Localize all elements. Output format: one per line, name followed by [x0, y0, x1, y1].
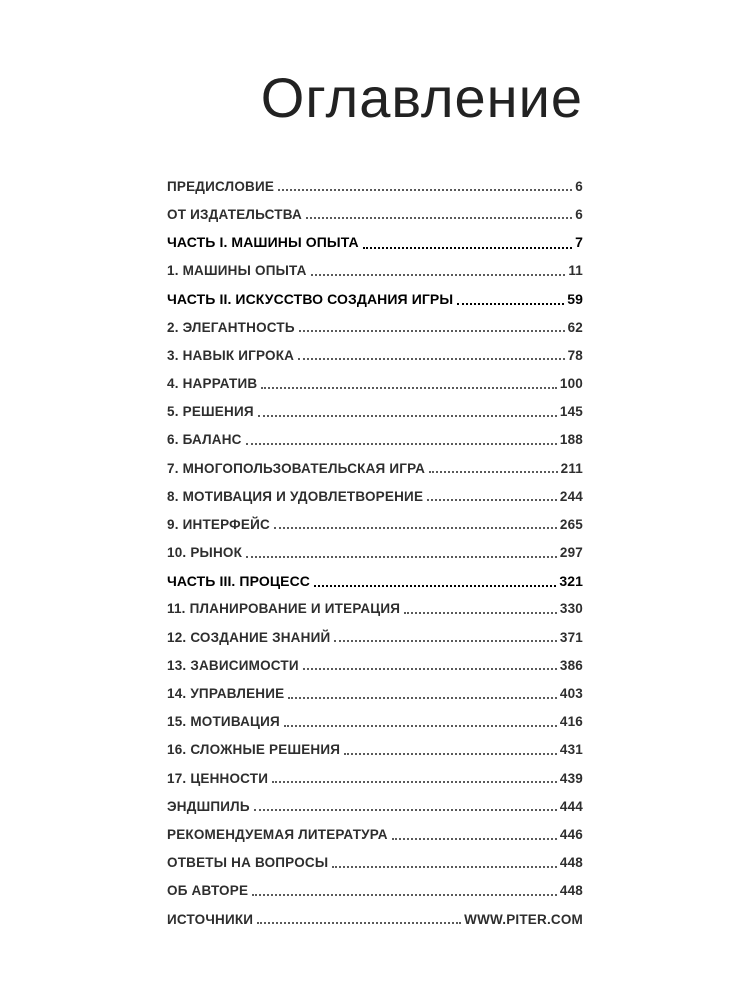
dotted-leader — [427, 499, 557, 501]
toc-entry-page: 448 — [559, 883, 583, 899]
toc-entry-page: 244 — [559, 488, 583, 504]
toc-entry-label: ОТВЕТЫ НА ВОПРОСЫ — [167, 855, 329, 871]
dotted-leader — [252, 894, 557, 896]
dotted-leader — [254, 809, 557, 811]
dotted-leader — [363, 247, 572, 249]
toc-entry — [167, 251, 583, 279]
dotted-leader — [311, 274, 566, 276]
toc-entry-page: 100 — [559, 375, 583, 391]
toc-entry-page: 62 — [567, 319, 583, 335]
toc-entry-label: 12. СОЗДАНИЕ ЗНАНИЙ — [167, 629, 331, 645]
toc-entry-page: 448 — [559, 855, 583, 871]
dotted-leader — [272, 781, 557, 783]
toc-entry — [167, 561, 583, 589]
toc-entry-label: 7. МНОГОПОЛЬЗОВАТЕЛЬСКАЯ ИГРА — [167, 460, 426, 476]
dotted-leader — [284, 725, 557, 727]
toc-list — [167, 166, 583, 927]
toc-entry-label: 17. ЦЕННОСТИ — [167, 770, 269, 786]
toc-entry — [167, 222, 583, 250]
dotted-leader — [303, 668, 557, 670]
toc-entry-label: ИСТОЧНИКИ — [167, 911, 254, 927]
toc-entry-label: 3. НАВЫК ИГРОКА — [167, 347, 295, 363]
toc-entry-page: 371 — [559, 629, 583, 645]
toc-entry-label: ПРЕДИСЛОВИЕ — [167, 178, 275, 194]
dotted-leader — [299, 330, 565, 332]
toc-entry-label: ЧАСТЬ I. МАШИНЫ ОПЫТА — [167, 234, 359, 251]
dotted-leader — [334, 640, 557, 642]
toc-entry — [167, 476, 583, 504]
toc-entry-page: 416 — [559, 714, 583, 730]
dotted-leader — [274, 527, 557, 529]
dotted-leader — [332, 866, 557, 868]
toc-entry — [167, 532, 583, 560]
toc-entry-page: 403 — [559, 686, 583, 702]
dotted-leader — [246, 443, 557, 445]
toc-entry — [167, 702, 583, 730]
dotted-leader — [278, 189, 572, 191]
toc-entry — [167, 194, 583, 222]
toc-entry-label: 11. ПЛАНИРОВАНИЕ И ИТЕРАЦИЯ — [167, 601, 401, 617]
toc-content-column — [167, 0, 583, 927]
toc-entry — [167, 504, 583, 532]
toc-entry-label: ЧАСТЬ III. ПРОЦЕСС — [167, 572, 311, 589]
toc-entry-label: 8. МОТИВАЦИЯ И УДОВЛЕТВОРЕНИЕ — [167, 488, 424, 504]
toc-entry-page: 446 — [559, 826, 583, 842]
toc-entry-label: 9. ИНТЕРФЕЙС — [167, 516, 270, 532]
toc-entry-page: 59 — [567, 290, 583, 307]
toc-entry — [167, 899, 583, 927]
toc-entry-label: 2. ЭЛЕГАНТНОСТЬ — [167, 319, 295, 335]
toc-entry-page: 444 — [559, 798, 583, 814]
toc-entry — [167, 814, 583, 842]
toc-entry-page: 321 — [559, 572, 583, 589]
dotted-leader — [257, 922, 461, 924]
toc-entry — [167, 279, 583, 307]
toc-entry — [167, 448, 583, 476]
dotted-leader — [392, 838, 557, 840]
toc-entry — [167, 786, 583, 814]
toc-entry-label: 16. СЛОЖНЫЕ РЕШЕНИЯ — [167, 742, 341, 758]
toc-entry-label: ЧАСТЬ II. ИСКУССТВО СОЗДАНИЯ ИГРЫ — [167, 290, 454, 307]
toc-entry-label: 15. МОТИВАЦИЯ — [167, 714, 280, 730]
toc-entry-page: 211 — [560, 460, 583, 476]
toc-entry-page: 188 — [559, 432, 583, 448]
dotted-leader — [298, 358, 564, 360]
toc-entry — [167, 589, 583, 617]
toc-entry — [167, 420, 583, 448]
dotted-leader — [429, 471, 557, 473]
toc-entry — [167, 673, 583, 701]
toc-entry — [167, 363, 583, 391]
dotted-leader — [246, 556, 557, 558]
toc-entry-label: 4. НАРРАТИВ — [167, 375, 258, 391]
toc-entry-label: 10. РЫНОК — [167, 545, 243, 561]
toc-entry-label: РЕКОМЕНДУЕМАЯ ЛИТЕРАТУРА — [167, 826, 388, 842]
toc-entry-page: 330 — [559, 601, 583, 617]
toc-entry-page: 386 — [559, 657, 583, 673]
dotted-leader — [344, 753, 557, 755]
dotted-leader — [404, 612, 557, 614]
toc-entry-page: 145 — [559, 404, 583, 420]
toc-entry-page: 265 — [559, 516, 583, 532]
toc-entry-label: ЭНДШПИЛЬ — [167, 798, 250, 814]
toc-entry-label: 6. БАЛАНС — [167, 432, 242, 448]
dotted-leader — [261, 387, 557, 389]
dotted-leader — [288, 697, 557, 699]
toc-entry — [167, 843, 583, 871]
toc-entry-label: 1. МАШИНЫ ОПЫТА — [167, 263, 307, 279]
toc-entry-page: 6 — [575, 178, 583, 194]
toc-entry-page: 7 — [575, 234, 583, 251]
toc-entry-page: 439 — [559, 770, 583, 786]
toc-entry-page: 6 — [575, 206, 583, 222]
toc-entry-label: 14. УПРАВЛЕНИЕ — [167, 686, 285, 702]
toc-entry-label: ОБ АВТОРЕ — [167, 883, 249, 899]
toc-entry — [167, 758, 583, 786]
toc-entry — [167, 392, 583, 420]
toc-entry — [167, 307, 583, 335]
toc-entry-page: 11 — [568, 263, 583, 279]
toc-entry — [167, 617, 583, 645]
toc-entry-page: 78 — [567, 347, 583, 363]
toc-entry — [167, 871, 583, 899]
toc-entry-page: 297 — [559, 545, 583, 561]
toc-entry-page: 431 — [559, 742, 583, 758]
toc-entry-label: 5. РЕШЕНИЯ — [167, 404, 254, 420]
toc-entry-page: WWW.PITER.COM — [464, 911, 583, 927]
dotted-leader — [258, 415, 557, 417]
toc-entry — [167, 166, 583, 194]
dotted-leader — [457, 303, 564, 305]
toc-entry-label: ОТ ИЗДАТЕЛЬСТВА — [167, 206, 302, 222]
dotted-leader — [306, 217, 572, 219]
toc-entry-label: 13. ЗАВИСИМОСТИ — [167, 657, 299, 673]
dotted-leader — [314, 585, 556, 587]
toc-entry — [167, 335, 583, 363]
toc-entry — [167, 730, 583, 758]
toc-entry — [167, 645, 583, 673]
page-title: Оглавление — [260, 66, 583, 129]
